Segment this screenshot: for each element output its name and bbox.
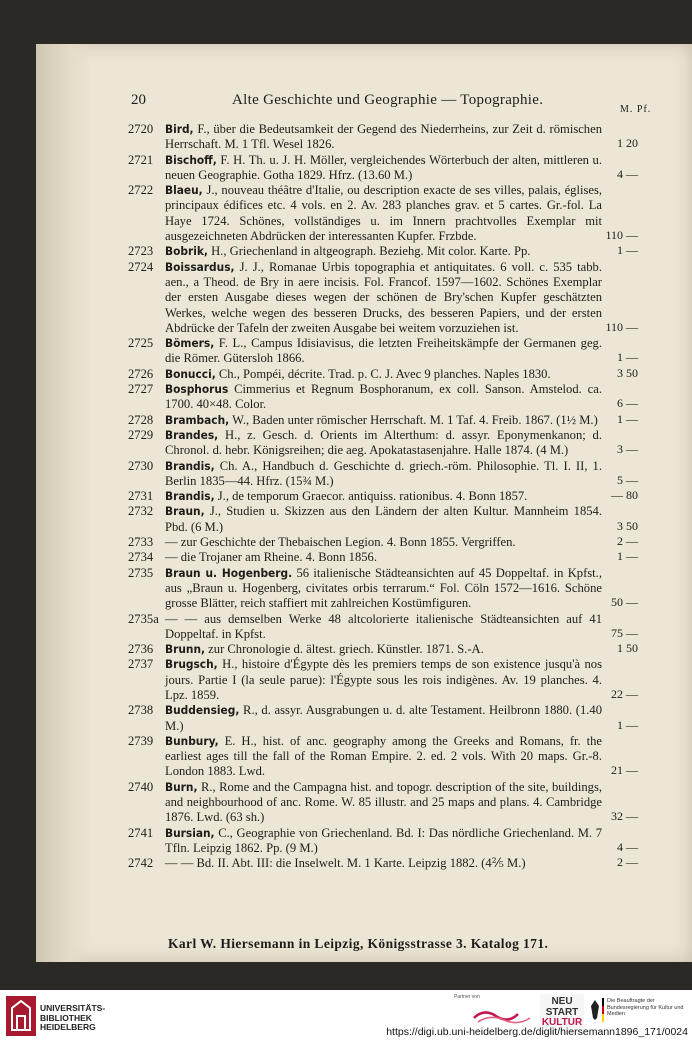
catalog-entry	[128, 504, 638, 535]
catalog-entry	[128, 122, 638, 153]
entry-text: R., Rome and the Campagna hist. and topogr. description of the site, buildings, and neighbourhood of anc. Rome. W. 85 illustr. and 25 maps and plans. 4. Cambridge 1876. Lwd. (63 sh.)	[165, 779, 602, 825]
library-line-3: HEIDELBERG	[40, 1022, 96, 1032]
partner-logo	[470, 1004, 540, 1026]
entry-author: Braun u. Hogenberg.	[165, 565, 293, 580]
entry-description	[165, 826, 602, 857]
catalog-entry	[128, 657, 638, 703]
entry-number: 2722	[128, 183, 154, 198]
entry-description	[165, 244, 602, 259]
entry-price: 110 —	[605, 319, 638, 334]
catalog-entry	[128, 535, 638, 550]
entry-number: 2733	[128, 535, 154, 550]
entry-author: Brandis,	[165, 489, 215, 504]
entry-description	[165, 550, 602, 565]
entry-description	[165, 612, 602, 643]
entry-text: — zur Geschichte der Thebaischen Legion. 4. Bonn 1855. Vergriffen.	[165, 535, 516, 550]
entry-text: R., d. assyr. Ausgrabungen u. d. alte Testament. Heilbronn 1880. (1.40 M.)	[165, 703, 602, 733]
entry-number: 2726	[128, 366, 154, 381]
entry-number: 2724	[128, 259, 154, 274]
entry-number: 2738	[128, 703, 154, 718]
entry-author: Boissardus,	[165, 259, 235, 274]
page-gutter	[36, 44, 92, 962]
entry-price: 5 —	[617, 472, 638, 487]
entry-text: zur Chronologie d. ältest. griech. Künstler. 1871. S.-A.	[205, 642, 484, 657]
entry-price: 3 50	[617, 518, 638, 533]
entry-price: 2 —	[617, 855, 638, 870]
entry-number: 2736	[128, 642, 154, 657]
entry-text: F. L., Campus Idisiavisus, die letzten Freiheitskämpfe der Germanen geg. die Römer. Gütersloh 1866.	[165, 336, 602, 366]
entry-price: 75 —	[611, 625, 638, 640]
entry-text: J. J., Romanae Urbis topographia et antiquitates. 6 voll. c. 535 tabb. aen., a Theod. de Bry in aere incisis. Fol. Francof. 1597—1602. Schönes Exemplar der ersten Ausgabe dieses wegen der schönen de Bry'schen Kupfer geschätzten Werkes, welche wegen des besseren Drucks, des besseren Papiers, und der ersten Abdrücke der Tafeln der zweiten Ausgabe bei weitem vorzuziehen ist.	[165, 259, 602, 335]
entry-author: Buddensieg,	[165, 703, 240, 718]
catalog-entry	[128, 336, 638, 367]
entry-price: 1 20	[617, 136, 638, 151]
neustart-line-1: NEU	[551, 996, 573, 1007]
page-title: Alte Geschichte und Geographie — Topographie.	[232, 92, 544, 108]
entry-description	[165, 336, 602, 367]
catalog-entry	[128, 153, 638, 184]
entry-text: 56 italienische Städteansichten auf 45 Doppeltaf. in Kpfst., aus „Braun u. Hogenberg, civitates orbis terrarum.“ Fol. Cöln 1572—1616. Schöne grosse Blätter, reich staffiert mit zahlreichen Kostümfiguren.	[165, 565, 602, 611]
entry-text: J., de temporum Graecor. antiquiss. rationibus. 4. Bonn 1857.	[214, 489, 528, 504]
entry-author: Brandis,	[165, 458, 215, 473]
entry-price: 1 50	[617, 641, 638, 656]
entry-number: 2741	[128, 825, 154, 840]
catalog-entry	[128, 550, 638, 565]
entry-number: 2739	[128, 733, 154, 748]
german-flag-icon	[602, 998, 604, 1022]
entry-price: 4 —	[617, 839, 638, 854]
catalog-entry	[128, 183, 638, 244]
entry-number: 2725	[128, 336, 154, 351]
entry-author: Brunn,	[165, 642, 206, 657]
entry-text: — — Bd. II. Abt. III: die Inselwelt. M. 1 Karte. Leipzig 1882. (4⅖ M.)	[165, 856, 526, 871]
entry-author: Braun,	[165, 504, 205, 519]
entry-description	[165, 382, 602, 413]
entry-text: C., Geographie von Griechenland. Bd. I: Das nördliche Griechenland. M. 7 Tfln. Leipzig 1862. Pp. (9 M.)	[165, 825, 602, 855]
entry-author: Bonucci,	[165, 366, 216, 381]
entry-author: Bird,	[165, 122, 194, 136]
entry-number: 2721	[128, 152, 154, 167]
catalog-entry	[128, 367, 638, 382]
catalog-entry	[128, 260, 638, 336]
entry-text: — die Trojaner am Rheine. 4. Bonn 1856.	[165, 550, 377, 565]
entry-number: 2735a	[128, 611, 159, 626]
entry-description	[165, 780, 602, 826]
entry-description	[165, 566, 602, 612]
entry-description	[165, 535, 602, 550]
entry-price: 1 —	[617, 350, 638, 365]
entry-author: Bosphorus	[165, 382, 229, 397]
entry-number: 2731	[128, 489, 154, 504]
entry-description	[165, 459, 602, 490]
entry-description	[165, 504, 602, 535]
catalog-entry	[128, 703, 638, 734]
entry-price: 1 —	[617, 717, 638, 732]
library-line-1: UNIVERSITÄTS-	[40, 1003, 106, 1013]
entry-description	[165, 734, 602, 780]
entry-price: 32 —	[611, 809, 638, 824]
entry-price: 4 —	[617, 166, 638, 181]
page-url[interactable]: https://digi.ub.uni-heidelberg.de/diglit/hiersemann1896_171/0024	[386, 1026, 688, 1038]
catalog-entry	[128, 489, 638, 504]
catalog-footer: Karl W. Hiersemann in Leipzig, Königsstrasse 3. Katalog 171.	[168, 936, 549, 951]
entry-text: E. H., hist. of anc. geography among the Greeks and Romans, fr. the earliest ages till the fall of the Roman Empire. 2. ed. 2 vols. With 20 maps. Gr.-8. London 1883. Lwd.	[165, 733, 602, 779]
entry-price: 3 50	[617, 365, 638, 380]
federal-eagle-icon	[590, 998, 600, 1022]
entry-description	[165, 428, 602, 459]
entry-author: Bunbury,	[165, 733, 219, 748]
entry-price: 3 —	[617, 442, 638, 457]
entry-text: W., Baden unter römischer Herrschaft. M. 1 Taf. 4. Freib. 1867. (1½ M.)	[229, 412, 598, 427]
entry-price: 1 —	[617, 549, 638, 564]
neustart-line-2: START	[545, 1006, 579, 1018]
entry-description	[165, 703, 602, 734]
federal-government-text: Die Beauftragte der Bundesregierung für Kultur und Medien	[607, 998, 684, 1017]
entry-number: 2740	[128, 779, 154, 794]
entry-text: H., Griechenland in altgeograph. Beziehg. Mit color. Karte. Pp.	[207, 244, 531, 259]
entry-number: 2734	[128, 550, 154, 565]
entry-description	[165, 183, 602, 244]
entry-number: 2729	[128, 427, 154, 442]
university-library-logo	[6, 996, 36, 1036]
entry-number: 2732	[128, 504, 154, 519]
catalog-entries	[128, 122, 638, 872]
entry-description	[165, 642, 602, 657]
university-library-name	[40, 1004, 105, 1033]
entry-price: 22 —	[611, 686, 638, 701]
entry-author: Brugsch,	[165, 657, 218, 672]
entry-description	[165, 122, 602, 153]
entry-text: H., histoire d'Égypte dès les premiers temps de son existence jusqu'à nos jours. Partie I (la seule parue): l'Égypte sous les rois indigènes. Av. 19 planches. 4. Lpz. 1859.	[165, 657, 602, 702]
entry-number: 2720	[128, 122, 154, 136]
entry-number: 2727	[128, 382, 154, 397]
entry-text: Ch. A., Handbuch d. Geschichte d. griech.-röm. Philosophie. Tl. I. II, 1. Berlin 1835—44. Hfrz. (15¾ M.)	[165, 458, 602, 488]
entry-author: Brambach,	[165, 412, 230, 427]
entry-author: Brandes,	[165, 427, 219, 442]
catalog-entry	[128, 826, 638, 857]
entry-price: 110 —	[605, 228, 638, 243]
catalog-entry	[128, 566, 638, 612]
neustart-line-3: KULTUR	[541, 1017, 583, 1028]
catalog-entry	[128, 459, 638, 490]
entry-number: 2742	[128, 856, 154, 871]
catalog-entry	[128, 382, 638, 413]
entry-price: 21 —	[611, 763, 638, 778]
catalog-entry	[128, 642, 638, 657]
entry-text: J., nouveau théâtre d'Italie, ou description exacte de ses villes, palais, églises, principaux édifices etc. 4 vols. en 2. Av. 283 planches grav. et 5 cartes. Gr.-fol. La Haye 1724. Schönes, vollständiges u. im Innern prachtvolles Exemplar mit ausgezeichneten Abdrücken der interessanten Kupfer. Frzbde.	[165, 183, 602, 244]
catalog-entry	[128, 244, 638, 259]
entry-number: 2737	[128, 657, 154, 672]
entry-author: Bischoff,	[165, 152, 217, 167]
entry-price: 1 —	[617, 243, 638, 258]
catalog-entry	[128, 413, 638, 428]
entry-description	[165, 657, 602, 703]
entry-text: F. H. Th. u. J. H. Möller, vergleichendes Wörterbuch der alten, mittleren u. neuen Geographie. Gotha 1829. Hfrz. (13.60 M.)	[165, 152, 602, 182]
entry-text: Cimmerius et Regnum Bosphoranum, ex coll. Sanson. Amstelod. ca. 1700. 40×48. Color.	[165, 382, 602, 412]
entry-author: Bursian,	[165, 825, 215, 840]
library-line-2: BIBLIOTHEK	[40, 1012, 92, 1023]
entry-author: Blaeu,	[165, 183, 203, 198]
entry-description	[165, 413, 602, 428]
entry-text: Ch., Pompéi, décrite. Trad. p. C. J. Avec 9 planches. Naples 1830.	[215, 366, 551, 381]
entry-description	[165, 367, 602, 382]
entry-author: Bobrik,	[165, 244, 208, 259]
page-number: 20	[131, 92, 146, 108]
catalog-entry	[128, 856, 638, 871]
entry-description	[165, 153, 602, 184]
entry-text: J., Studien u. Skizzen aus den Ländern der alten Kultur. Mannheim 1854. Pbd. (6 M.)	[165, 504, 602, 534]
entry-price: 50 —	[611, 595, 638, 610]
entry-text: H., z. Gesch. d. Orients im Alterthum: d. assyr. Eponymenkanon; d. Chronol. d. hebr. Königsreihen; die aeg. Apokatastasenjahre. Halle 1874. (4 M.)	[165, 427, 602, 458]
entry-description	[165, 489, 602, 504]
catalog-entry	[128, 734, 638, 780]
entry-author: Bömers,	[165, 336, 215, 351]
entry-author: Burn,	[165, 779, 198, 794]
price-column-header: M. Pf.	[620, 104, 652, 115]
entry-price: — 80	[611, 488, 638, 503]
entry-description	[165, 260, 602, 336]
entry-price: 1 —	[617, 411, 638, 426]
catalog-entry	[128, 612, 638, 643]
entry-number: 2730	[128, 458, 154, 473]
entry-number: 2735	[128, 565, 154, 580]
partner-label: Partner von	[454, 994, 480, 1000]
entry-text: F., über die Bedeutsamkeit der Gegend des Niederrheins, zur Zeit d. römischen Herrschaft. M. 1 Tfl. Wesel 1826.	[165, 122, 602, 152]
entry-text: — — aus demselben Werke 48 altcolorierte italienische Städteansichten auf 41 Doppeltaf. in Kpfst.	[165, 611, 602, 641]
catalog-entry	[128, 428, 638, 459]
entry-number: 2728	[128, 412, 154, 427]
catalog-entry	[128, 780, 638, 826]
entry-description	[165, 856, 602, 871]
entry-price: 2 —	[617, 534, 638, 549]
entry-number: 2723	[128, 244, 154, 259]
entry-price: 6 —	[617, 396, 638, 411]
